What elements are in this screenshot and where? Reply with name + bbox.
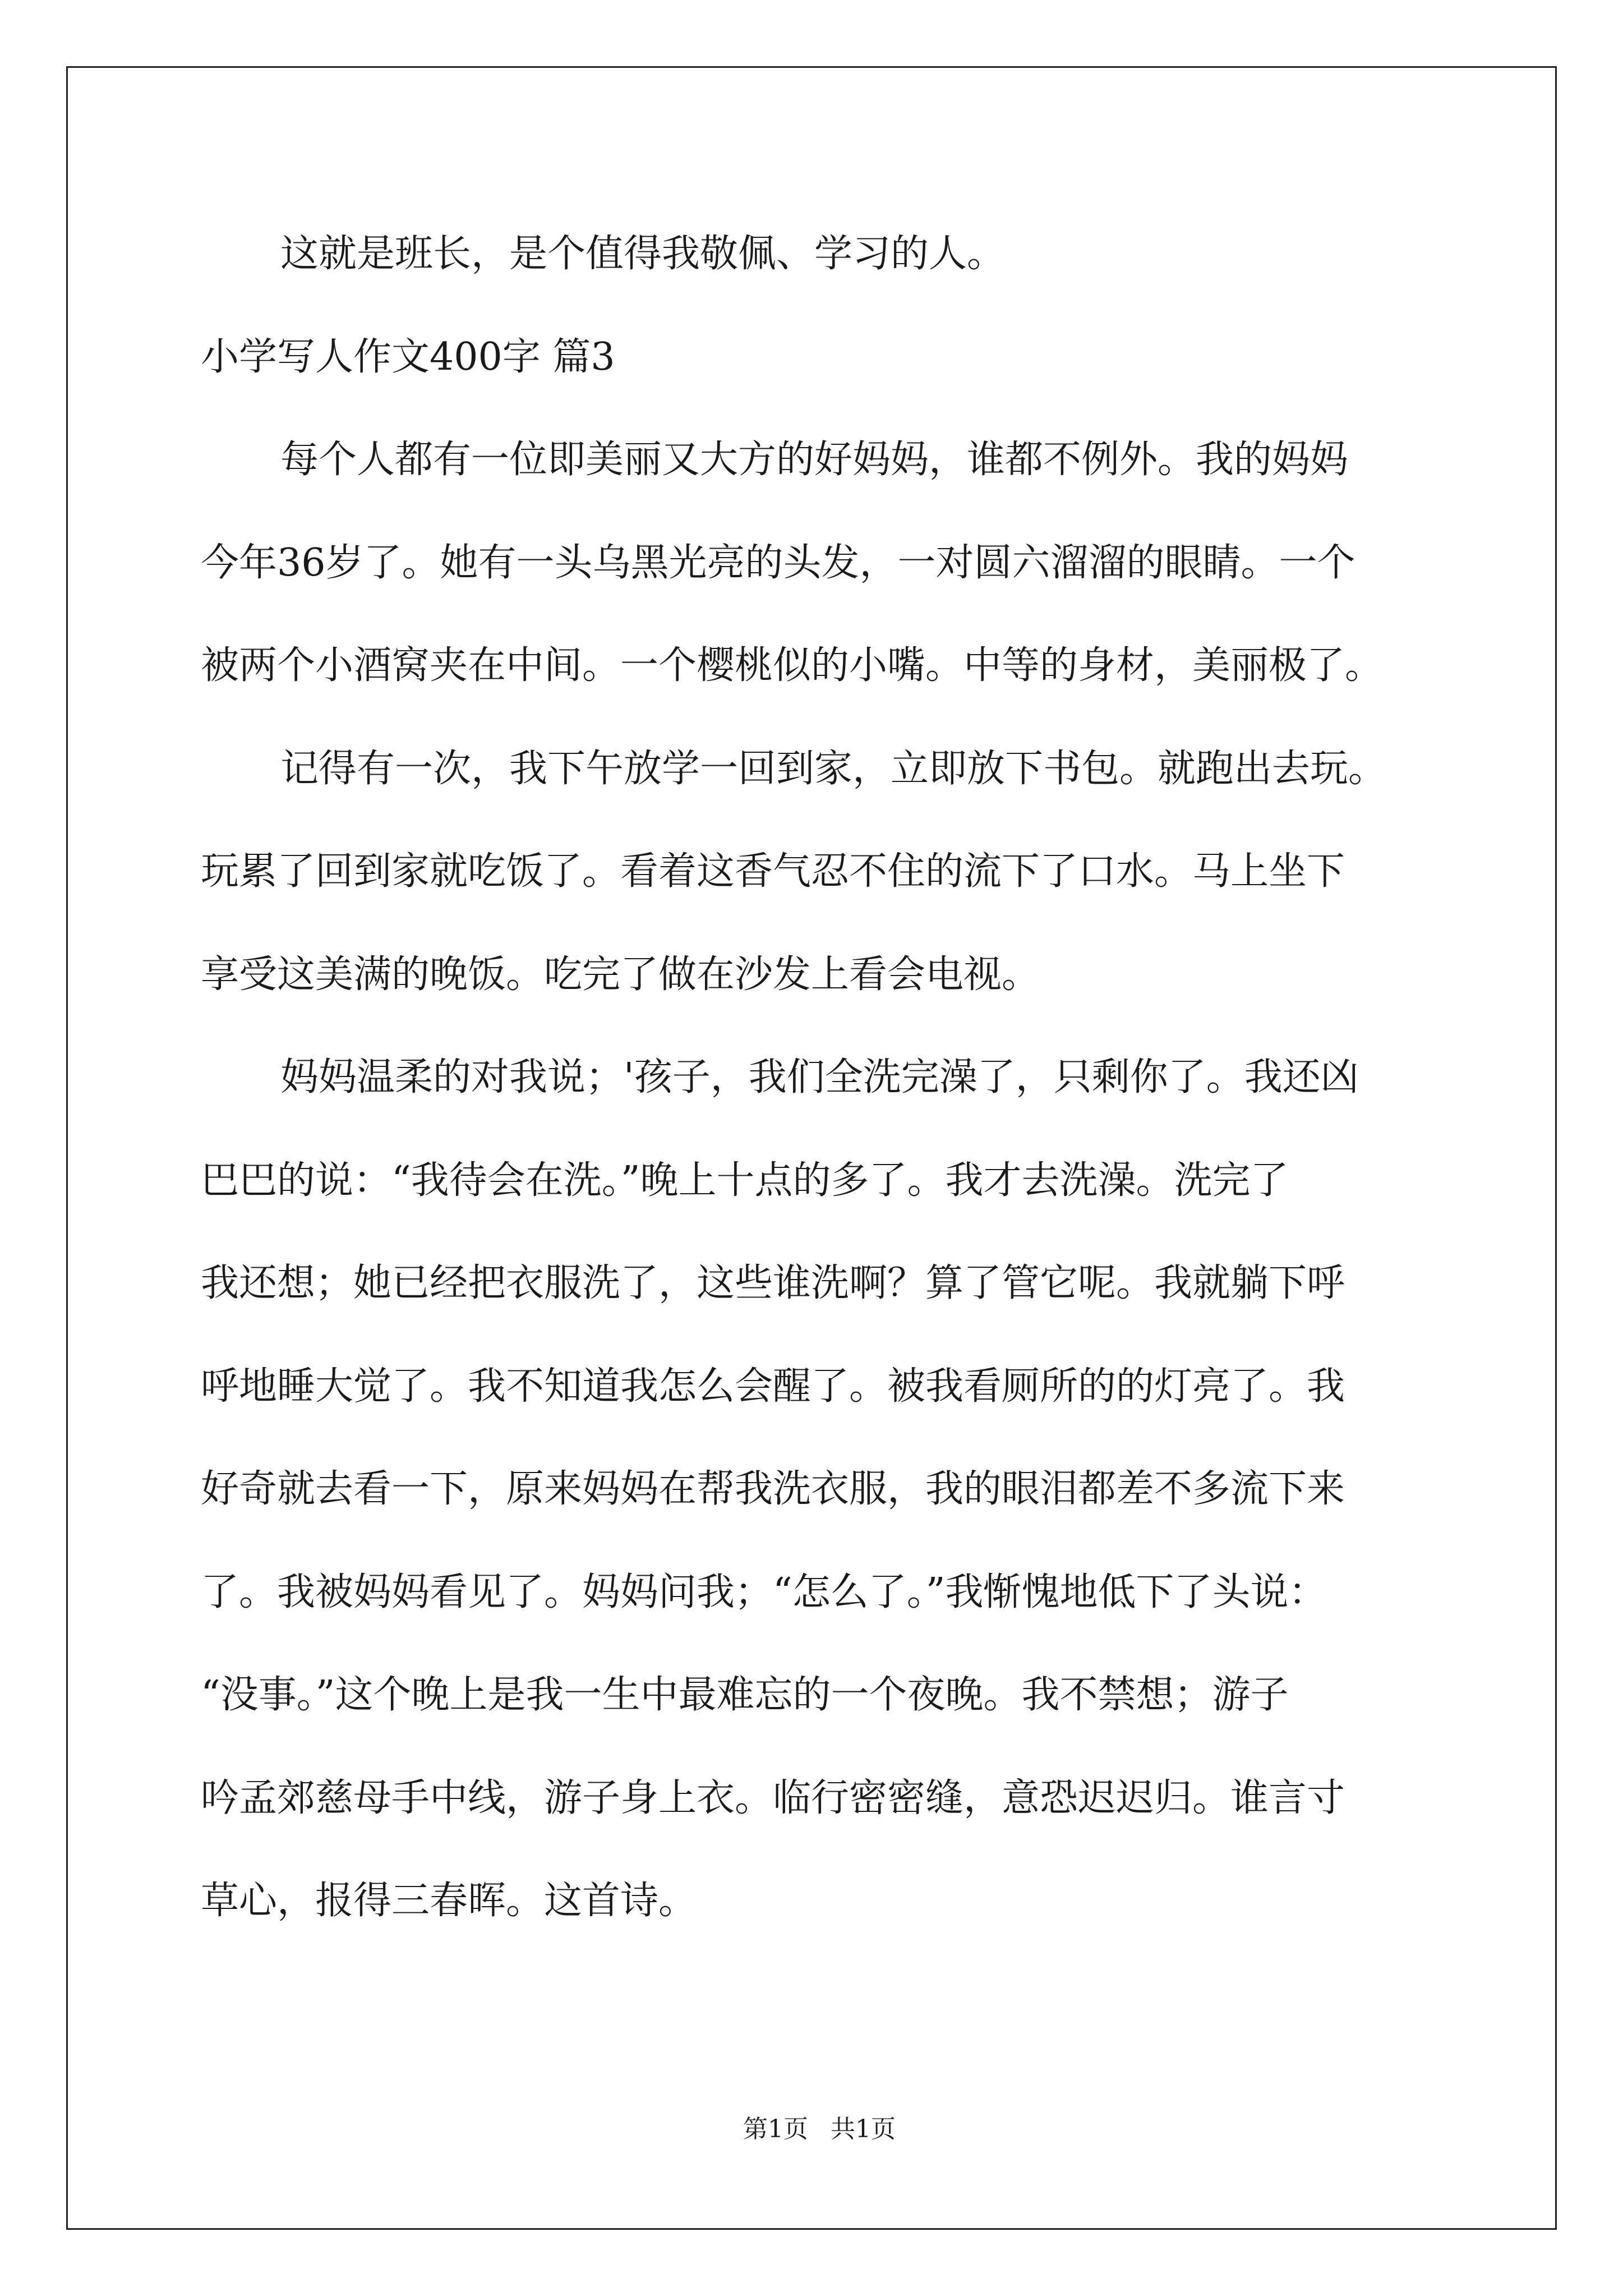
paragraph-line: 巴巴的说：“我待会在洗。”晚上十点的多了。我才去洗澡。洗完了 — [201, 1158, 1289, 1203]
page-total: 共1页 — [830, 2115, 896, 2143]
paragraph-line: 这就是班长，是个值得我敬佩、学习的人。 — [280, 232, 1006, 276]
paragraph-line: 我还想；她已经把衣服洗了，这些谁洗啊？算了管它呢。我就躺下呼 — [201, 1261, 1345, 1305]
section-heading: 小学写人作文400字 篇3 — [201, 334, 615, 379]
paragraph-line: 好奇就去看一下，原来妈妈在帮我洗衣服，我的眼泪都差不多流下来 — [201, 1467, 1345, 1511]
page-footer — [0, 2080, 1623, 2145]
paragraph-line: 今年36岁了。她有一头乌黑光亮的头发，一对圆六溜溜的眼睛。一个 — [201, 540, 1355, 585]
document-body — [201, 224, 1435, 1975]
paragraph-line: 享受这美满的晚饭。吃完了做在沙发上看会电视。 — [201, 952, 1040, 997]
paragraph-line: 妈妈温柔的对我说；'孩子，我们全洗完澡了，只剩你了。我还凶 — [280, 1055, 1359, 1099]
paragraph-line: 每个人都有一位即美丽又大方的好妈妈，谁都不例外。我的妈妈 — [280, 438, 1349, 482]
paragraph-line: 被两个小酒窝夹在中间。一个樱桃似的小嘴。中等的身材，美丽极了。 — [201, 643, 1384, 688]
paragraph-line: 了。我被妈妈看见了。妈妈问我；“怎么了。”我惭愧地低下了头说： — [201, 1570, 1327, 1614]
paragraph-line: “没事。”这个晚上是我一生中最难忘的一个夜晚。我不禁想；游子 — [201, 1673, 1289, 1717]
page-number: 第1页 — [743, 2115, 808, 2143]
paragraph-line: 记得有一次，我下午放学一回到家，立即放下书包。就跑出去玩。 — [280, 746, 1387, 791]
paragraph-line: 玩累了回到家就吃饭了。看着这香气忍不住的流下了口水。马上坐下 — [201, 849, 1345, 894]
paragraph-line: 吟孟郊慈母手中线，游子身上衣。临行密密缝，意恐迟迟归。谁言寸 — [201, 1775, 1345, 1820]
paragraph-line: 呼地睡大觉了。我不知道我怎么会醒了。被我看厕所的的灯亮了。我 — [201, 1364, 1345, 1409]
paragraph-line: 草心，报得三春晖。这首诗。 — [201, 1879, 697, 1923]
